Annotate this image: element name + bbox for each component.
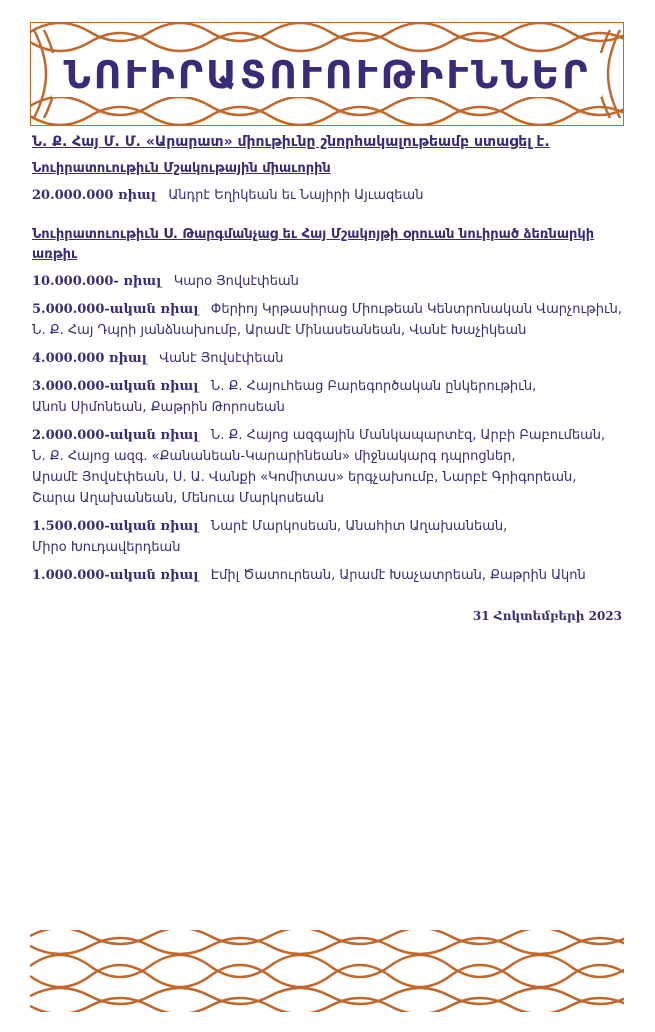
donation-amount: 4.000.000 ռիալ xyxy=(32,351,147,366)
donation-entry xyxy=(32,516,624,558)
donation-entry xyxy=(32,425,624,509)
bottom-ornament-band xyxy=(30,930,624,1012)
donor-names: Ն. Ք. Հայոց ազգ. «Քանանեան-Կարարինեան» միջնակարգ դպրոցներ, xyxy=(32,449,516,464)
donor-names: Ն. Ք. Հայոց ազգային Մանկապարտէզ, Արբի Բաբումեան, xyxy=(210,428,606,443)
donor-names: Նարէ Մարկոսեան, Անահիտ Աղախանեան, xyxy=(210,519,508,534)
donation-amount: 1.000.000-ական ռիալ xyxy=(32,568,199,583)
section1-heading: Նուիրատուութիւն Մշակութային միաւորին xyxy=(32,161,331,176)
section2-heading: Նուիրատուութիւն Ս. Թարգմանչաց եւ Հայ Մշակոյթի օրուան նուիրած ձեռնարկի առթիւ xyxy=(32,227,595,262)
donor-names: Կարօ Յովսէփեան xyxy=(173,274,299,289)
donation-amount: 10.000.000- ռիալ xyxy=(32,274,162,289)
donor-names: Միրօ Խուդավերդեան xyxy=(32,540,181,555)
donation-entry xyxy=(32,376,624,418)
donor-names: Անդրէ Եղիկեան եւ Նայիրի Այւազեան xyxy=(168,188,424,203)
donation-amount: 3.000.000-ական ռիալ xyxy=(32,379,199,394)
donor-names: Վանէ Յովսէփեան xyxy=(159,351,284,366)
donation-amount: 5.000.000-ական ռիալ xyxy=(32,302,199,317)
donor-names: Ն. Ք. Հայուհեաց Բարեգործական ընկերութիւն, xyxy=(210,379,537,394)
page-title: ՆՈՒԻՐԱՏՈՒՈՒԹԻՒՆՆԵՐ xyxy=(30,46,624,104)
donor-names: Փերիոյ Կրթասիրաց Միութեան Կենտրոնական Վարչութիւն, xyxy=(210,302,623,317)
donation-amount: 1.500.000-ական ռիալ xyxy=(32,519,199,534)
donations-content xyxy=(32,131,624,593)
donation-entry xyxy=(32,299,624,341)
intro-line: Ն. Ք. Հայ Մ. Մ. «Արարատ» միութիւնը շնորհակալութեամբ ստացել է. xyxy=(32,134,550,150)
donation-entry xyxy=(32,348,624,369)
donation-entry xyxy=(32,565,624,586)
donor-names: Անոն Սիմոնեան, Քաթրին Թորոսեան xyxy=(32,400,285,415)
donor-names: Շարա Աղախանեան, Մենուա Մարկոսեան xyxy=(32,491,324,506)
donor-names: Էմիլ Ծատուրեան, Արամէ Խաչատրեան, Քաթրին Ակոն xyxy=(210,568,586,583)
donation-entry xyxy=(32,185,624,206)
donation-amount: 2.000.000-ական ռիալ xyxy=(32,428,199,443)
donor-names: Ն. Ք. Հայ Դպրի յանձնախումբ, Արամէ Մինասեանեան, Վանէ Խաչիկեան xyxy=(32,323,527,338)
donation-entry xyxy=(32,271,624,292)
knot-pattern-bottom xyxy=(30,930,624,1012)
date-line: 31 Հոկտեմբերի 2023 xyxy=(472,609,622,623)
donation-amount: 20.000.000 ռիալ xyxy=(32,188,156,203)
donor-names: Արամէ Յովսէփեան, Ս. Ա. Վանքի «Կոմիտաս» երգչախումբ, Նարբէ Գրիգորեան, xyxy=(32,470,577,485)
